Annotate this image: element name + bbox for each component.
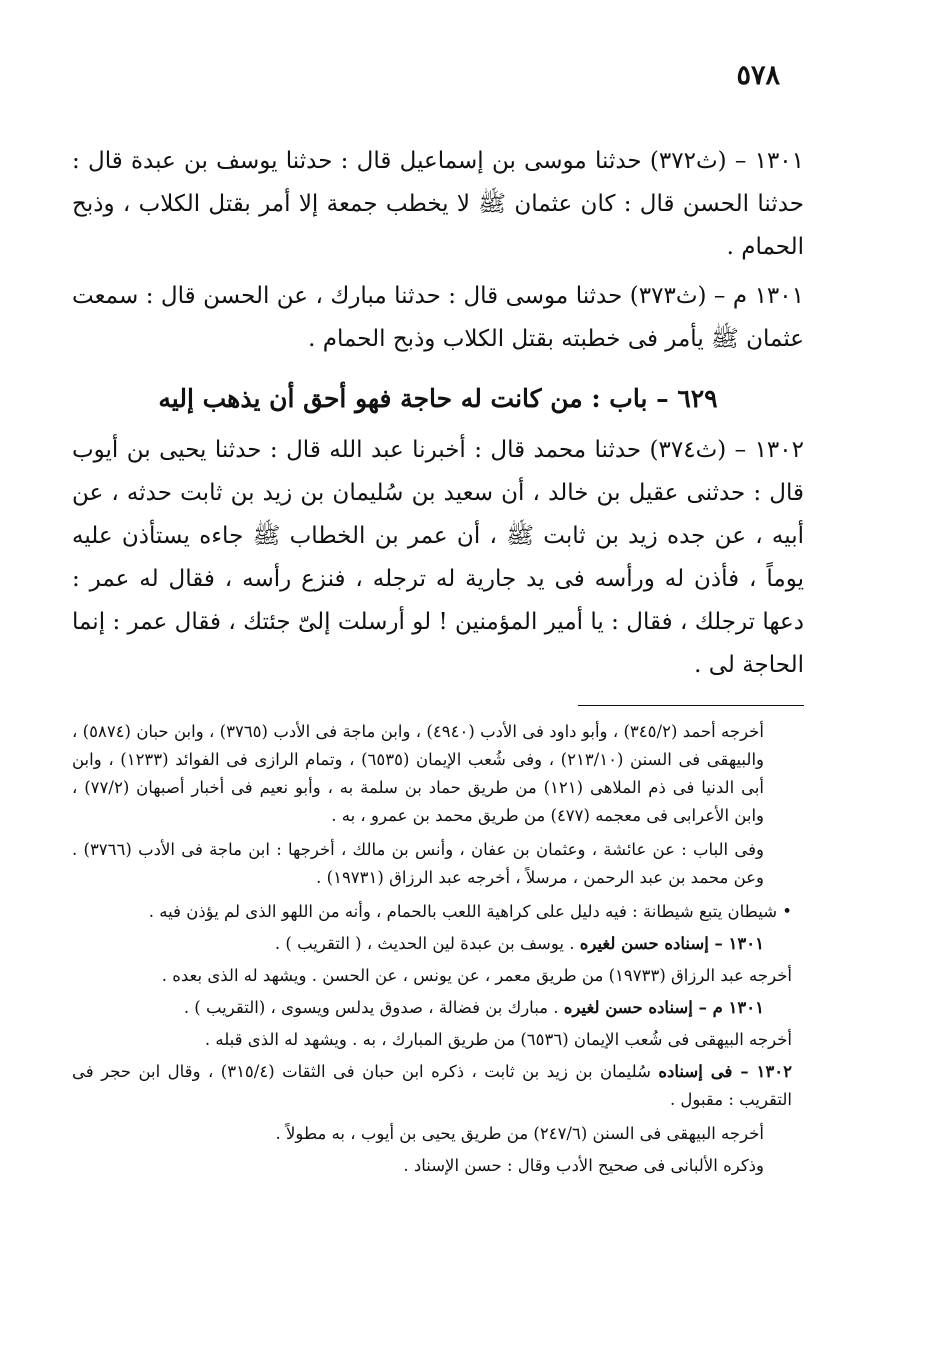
grade-label-1301m: ١٣٠١ م – إسناده حسن لغيره (563, 998, 764, 1017)
grade-text-1301: . يوسف بن عبدة لين الحديث ، ( التقريب ) . (274, 934, 580, 953)
main-text (72, 140, 804, 693)
grade-label-1302: ١٣٠٢ – فى إسناده (658, 1062, 792, 1081)
footnotes (72, 718, 792, 1184)
page-number: ٥٧٨ (736, 60, 780, 91)
hadith-1302: ١٣٠٢ – (ث٣٧٤) حدثنا محمد قال : أخبرنا عبد الله قال : حدثنا يحيى بن أيوب قال : حدثنى عقيل بن خالد ، أن سعيد بن سُليمان بن زيد بن ثابت حدثه ، عن أبيه ، عن جده زيد بن ثابت ﷺ ، أن عمر بن الخطاب ﷺ جاءه يستأذن عليه يوماً ، فأذن له ورأسه فى يد جارية له ترجله ، فنزع رأسه ، فقال له عمر : دعها ترجلك ، فقال : يا أمير المؤمنين ! لو أرسلت إلىّ جئتك ، فقال عمر : إنما الحاجة لى . (72, 437, 804, 678)
footnote-separator (578, 705, 804, 706)
footnote-takhrij-1301m: أخرجه البيهقى فى شُعب الإيمان (٦٥٣٦) من طريق المبارك ، به . ويشهد له الذى قبله . (204, 1030, 792, 1049)
hadith-1301: ١٣٠١ – (ث٣٧٢) حدثنا موسى بن إسماعيل قال : حدثنا يوسف بن عبدة قال : حدثنا الحسن قال : كان عثمان ﷺ لا يخطب جمعة إلا أمر بقتل الكلاب ، وذبح الحمام . (72, 148, 805, 260)
footnote-grade-1301 (72, 930, 792, 958)
footnote-comment: • شيطان يتبع شيطانة : فيه دليل على كراهية اللعب بالحمام ، وأنه من اللهو الذى لم يؤذن فيه . (148, 902, 792, 921)
footnote-takhrij-1301: أخرجه عبد الرزاق (١٩٧٣٣) من طريق معمر ، عن يونس ، عن الحسن . ويشهد له الذى بعده . (161, 966, 792, 985)
footnote-fil-bab: وفى الباب : عن عائشة ، وعثمان بن عفان ، وأنس بن مالك ، أخرجها : ابن ماجة فى الأدب (٣٧٦٦) . وعن محمد بن عبد الرحمن ، مرسلاً ، أخرجه عبد الرزاق (١٩٧٣١) . (72, 840, 764, 887)
chapter-heading: ٦٢٩ – باب : من كانت له حاجة فهو أحق أن يذهب إليه (158, 384, 718, 413)
footnote-grade-1301m (72, 994, 792, 1022)
grade-text-1301m: . مبارك بن فضالة ، صدوق يدلس ويسوى ، (التقريب ) . (183, 998, 564, 1017)
footnote-albani: وذكره الألبانى فى صحيح الأدب وقال : حسن الإسناد . (403, 1156, 764, 1175)
hadith-1301m: ١٣٠١ م – (ث٣٧٣) حدثنا موسى قال : حدثنا مبارك ، عن الحسن قال : سمعت عثمان ﷺ يأمر فى خطبته بقتل الكلاب وذبح الحمام . (72, 283, 804, 352)
grade-label-1301: ١٣٠١ – إسناده حسن لغيره (579, 934, 764, 953)
grade-text-1302: سُليمان بن زيد بن ثابت ، ذكره ابن حبان فى الثقات (٣١٥/٤) ، وقال ابن حجر فى التقريب : مقبول . (72, 1062, 792, 1109)
footnote-takhrij-1302: أخرجه البيهقى فى السنن (٢٤٧/٦) من طريق يحيى بن أيوب ، به مطولاً . (275, 1124, 764, 1143)
footnote-grade-1302 (72, 1058, 792, 1114)
footnote-takhrij-1: أخرجه أحمد (٣٤٥/٢) ، وأبو داود فى الأدب (٤٩٤٠) ، وابن ماجة فى الأدب (٣٧٦٥) ، وابن حبان (٥٨٧٤) ، والبيهقى فى السنن (٢١٣/١٠) ، وفى شُعب الإيمان (٦٥٣٥) ، وتمام الرازى فى الفوائد (١٢٣٣) ، وابن أبى الدنيا فى ذم الملاهى (١٢١) من طريق حماد بن سلمة به ، وأبو نعيم فى أخبار أصبهان (٧٧/٢) ، وابن الأعرابى فى معجمه (٤٧٧) من طريق محمد بن عمرو ، به . (72, 722, 765, 825)
